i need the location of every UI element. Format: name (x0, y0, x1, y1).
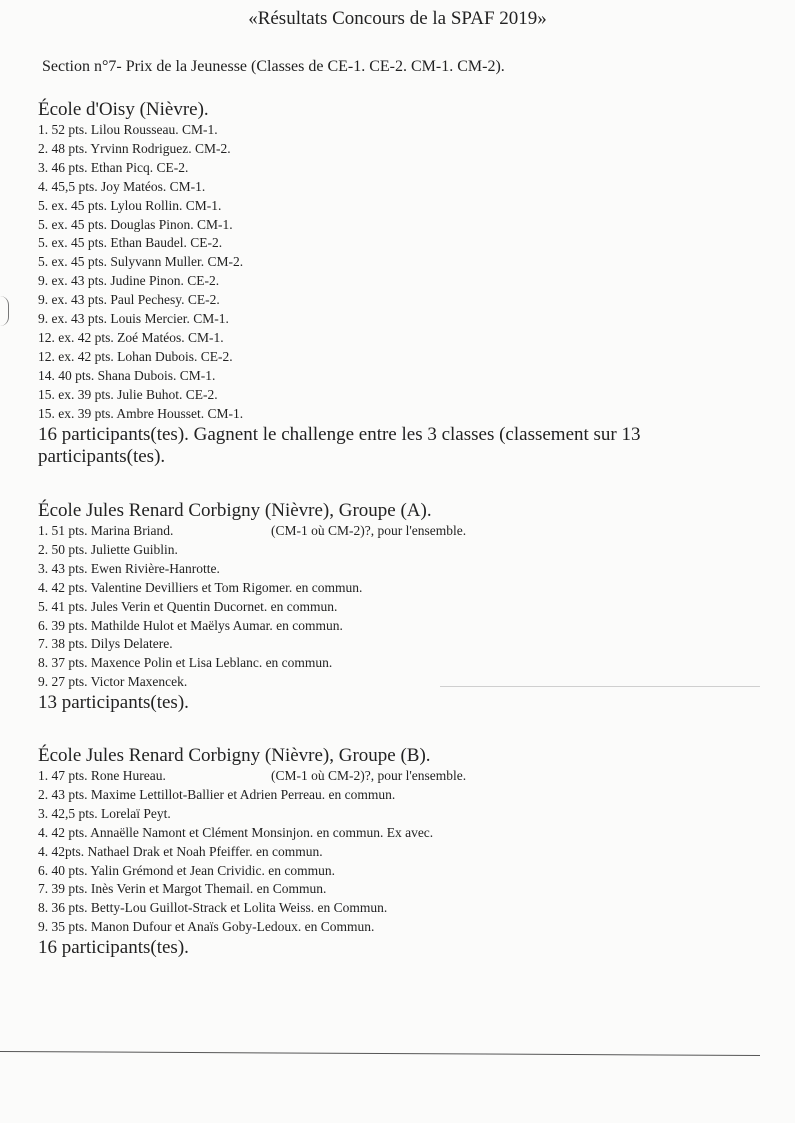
result-entry: 14. 40 pts. Shana Dubois. CM-1. (38, 367, 216, 383)
result-entry: 15. ex. 39 pts. Ambre Housset. CM-1. (38, 405, 244, 421)
school-block-oisy (38, 99, 738, 468)
result-note: (CM-1 où CM-2)?, pour l'ensemble. (271, 768, 467, 783)
result-entry: 9. 27 pts. Victor Maxencek. (38, 674, 188, 690)
result-entry: 5. ex. 45 pts. Douglas Pinon. CM-1. (38, 216, 233, 232)
result-entry: 8. 37 pts. Maxence Polin et Lisa Leblanc. en commun. (38, 655, 333, 671)
result-entry: 4. 42pts. Nathael Drak et Noah Pfeiffer. en commun. (38, 843, 323, 859)
result-entry: 15. ex. 39 pts. Julie Buhot. CE-2. (38, 386, 218, 402)
result-entry: 4. 42 pts. Annaëlle Namont et Clément Monsinjon. en commun. Ex avec. (38, 824, 434, 840)
result-entry: 2. 50 pts. Juliette Guiblin. (38, 541, 178, 557)
result-entry: 5. ex. 45 pts. Ethan Baudel. CE-2. (38, 235, 223, 251)
result-entry: 9. ex. 43 pts. Louis Mercier. CM-1. (38, 311, 229, 327)
school-name: École Jules Renard Corbigny (Nièvre), Groupe (B). (38, 745, 431, 766)
result-note: (CM-1 où CM-2)?, pour l'ensemble. (271, 523, 467, 538)
result-entry: 9. 35 pts. Manon Dufour et Anaïs Goby-Ledoux. en Commun. (38, 919, 375, 935)
result-text: 1. 51 pts. Marina Briand. (38, 523, 174, 538)
result-entry: 3. 43 pts. Ewen Rivière-Hanrotte. (38, 560, 220, 576)
result-entry: 2. 43 pts. Maxime Lettillot-Ballier et Adrien Perreau. en commun. (38, 786, 396, 802)
punch-hole-mark (0, 296, 9, 326)
result-entry: 12. ex. 42 pts. Lohan Dubois. CE-2. (38, 348, 233, 364)
result-entry: 4. 45,5 pts. Joy Matéos. CM-1. (38, 178, 206, 194)
page-title: «Résultats Concours de la SPAF 2019» (248, 8, 547, 29)
result-entry: 5. ex. 45 pts. Sulyvann Muller. CM-2. (38, 254, 244, 270)
result-entry: 7. 39 pts. Inès Verin et Margot Themail. en Commun. (38, 881, 327, 897)
result-entry: 9. ex. 43 pts. Paul Pechesy. CE-2. (38, 292, 220, 308)
participants-summary: 13 participants(tes). (38, 692, 189, 714)
result-entry: 7. 38 pts. Dilys Delatere. (38, 636, 173, 652)
result-text: 1. 47 pts. Rone Hureau. (38, 768, 166, 783)
result-entry (38, 522, 738, 541)
participants-summary: 16 participants(tes). Gagnent le challenge entre les 3 classes (classement sur 13 participants(tes). (38, 423, 641, 467)
result-entry: 12. ex. 42 pts. Zoé Matéos. CM-1. (38, 329, 224, 345)
result-entry: 3. 42,5 pts. Lorelaï Peyt. (38, 805, 171, 821)
result-entry: 8. 36 pts. Betty-Lou Guillot-Strack et Lolita Weiss. en Commun. (38, 900, 388, 916)
school-name: École Jules Renard Corbigny (Nièvre), Groupe (A). (38, 500, 432, 521)
result-entry (38, 767, 738, 786)
participants-summary: 16 participants(tes). (38, 937, 189, 959)
bottom-rule (0, 1051, 760, 1056)
school-block-corbigny-b (38, 745, 738, 959)
result-entry: 6. 40 pts. Yalin Grémond et Jean Crividic. en commun. (38, 862, 335, 878)
result-entry: 5. 41 pts. Jules Verin et Quentin Ducornet. en commun. (38, 598, 338, 614)
school-block-corbigny-a (38, 500, 738, 714)
section-heading: Section n°7- Prix de la Jeunesse (Classes de CE-1. CE-2. CM-1. CM-2). (42, 58, 505, 75)
result-entry: 4. 42 pts. Valentine Devilliers et Tom Rigomer. en commun. (38, 579, 363, 595)
result-entry: 9. ex. 43 pts. Judine Pinon. CE-2. (38, 273, 220, 289)
school-name: École d'Oisy (Nièvre). (38, 99, 209, 120)
result-entry: 5. ex. 45 pts. Lylou Rollin. CM-1. (38, 197, 222, 213)
result-entry: 3. 46 pts. Ethan Picq. CE-2. (38, 159, 189, 175)
result-entry: 2. 48 pts. Yrvinn Rodriguez. CM-2. (38, 140, 231, 156)
result-entry: 1. 52 pts. Lilou Rousseau. CM-1. (38, 122, 218, 137)
result-entry: 6. 39 pts. Mathilde Hulot et Maëlys Aumar. en commun. (38, 617, 343, 633)
